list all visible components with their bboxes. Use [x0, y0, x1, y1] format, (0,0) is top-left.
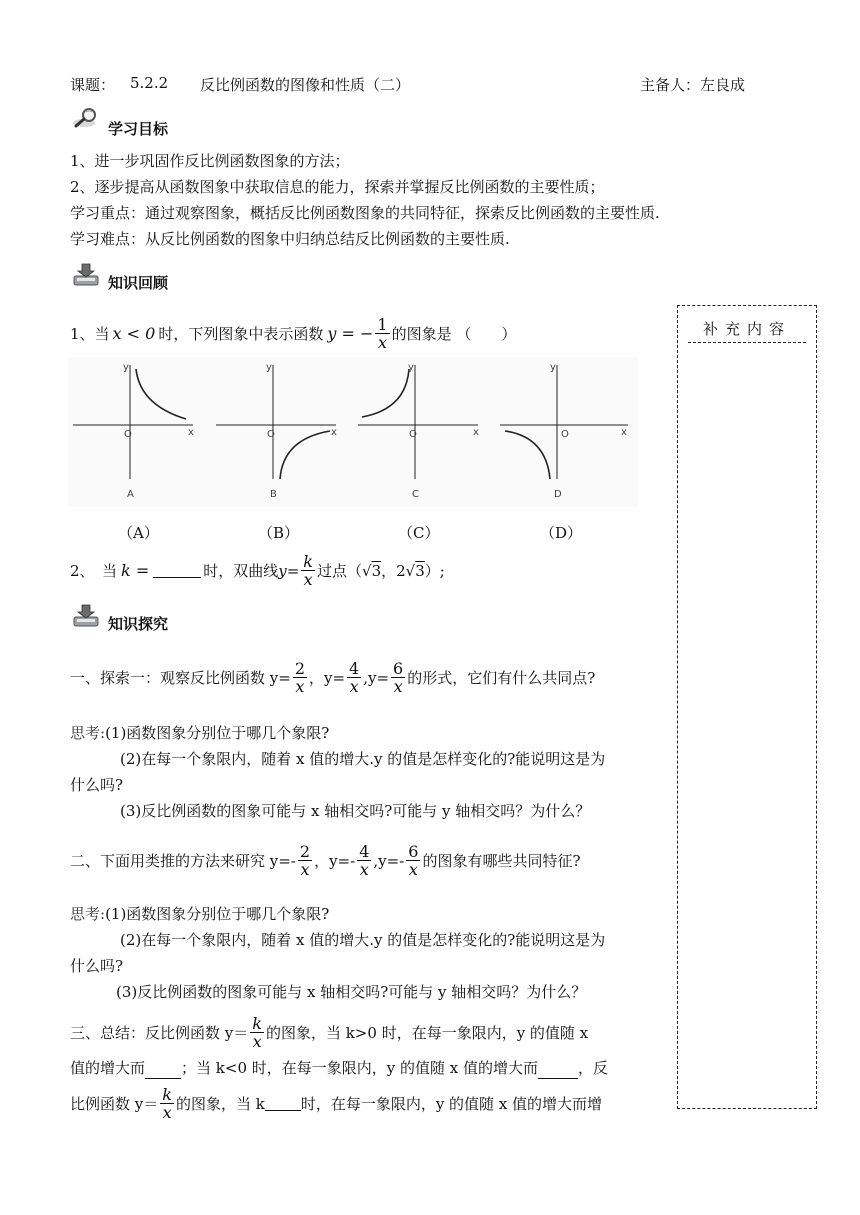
separator: ，y=-	[314, 851, 356, 870]
think-2	[70, 903, 329, 925]
explore-title: 知识探究	[108, 615, 169, 633]
separator: ,y=	[363, 668, 390, 687]
q2-suffix-b: ）;	[424, 561, 445, 580]
author: 主备人：左良成	[640, 76, 746, 94]
answer-blank[interactable]	[153, 563, 201, 578]
goal-item: 2、逐步提高从函数图象中获取信息的能力，探索并掌握反比例函数的主要性质；	[70, 178, 605, 196]
graph-letter: A	[127, 489, 134, 500]
graph-letter: D	[554, 489, 562, 500]
x-axis-label: x	[621, 427, 627, 438]
denominator: x	[359, 860, 369, 879]
y-axis-label: y	[123, 362, 129, 373]
supplement-box[interactable]	[677, 305, 817, 1109]
think-q1: (1)函数图象分别位于哪几个象限?	[105, 905, 330, 923]
s3-d2: 的图象，当 k	[175, 1094, 265, 1113]
goals-title: 学习目标	[108, 120, 169, 138]
question-2	[70, 553, 445, 588]
q1-mid: 时，下列图象中表示函数	[158, 324, 324, 343]
think-q2-line2: 什么吗?	[70, 776, 124, 794]
q2-comma: ，2	[381, 561, 406, 580]
y-axis-label: y	[408, 362, 414, 373]
think-q2-line2: 什么吗?	[70, 957, 124, 975]
numerator: k	[162, 1085, 172, 1104]
topic-title: 反比例函数的图像和性质（二）	[200, 76, 411, 94]
divider	[688, 342, 806, 343]
answer-blank[interactable]	[538, 1064, 578, 1079]
think-q2-line1: (2)在每一个象限内，随着 x 值的增大.y 的值是怎样变化的?能说明这是为	[120, 931, 606, 949]
q1-condition: x < 0	[112, 323, 156, 343]
numerator: 6	[408, 842, 419, 861]
graph-options	[68, 357, 638, 507]
s3-d3: 时，在每一象限内，y 的值随 x 值的增大而增	[300, 1094, 603, 1113]
denominator: x	[295, 677, 305, 696]
fraction	[391, 660, 405, 695]
review-title: 知识回顾	[108, 274, 169, 292]
think-label: 思考:	[70, 724, 106, 742]
numerator: 1	[377, 315, 388, 334]
explore-step-1	[70, 660, 595, 695]
separator: ，y=	[309, 668, 346, 687]
s2-suffix: 的图象有哪些共同特征?	[422, 851, 581, 870]
denominator: x	[349, 677, 359, 696]
s3-a: 三、总结：反比例函数 y＝	[70, 1023, 249, 1042]
origin-label: O	[267, 429, 275, 440]
explore-step-2	[70, 843, 581, 878]
x-axis-label: x	[188, 427, 194, 438]
download-tray-icon	[72, 603, 100, 633]
q1-func-lhs: y = −	[327, 323, 374, 343]
denominator: x	[252, 1032, 262, 1051]
y-axis-label: y	[550, 362, 556, 373]
q1-suffix: 的图象是 （ ）	[391, 324, 517, 343]
s3-c3: ，反	[578, 1059, 609, 1077]
q2-mid: 时，双曲线	[203, 561, 279, 580]
think-q3: (3)反比例函数的图象可能与 x 轴相交吗?可能与 y 轴相交吗？为什么？	[116, 983, 587, 1001]
numerator: 4	[349, 659, 360, 678]
key-point: 学习重点：通过观察图象，概括反比例函数图象的共同特征，探索反比例函数的主要性质.	[70, 204, 660, 222]
think-q1: (1)函数图象分别位于哪几个象限?	[105, 724, 330, 742]
y-axis-label: y	[266, 362, 272, 373]
separator: ,y=-	[373, 851, 405, 870]
denominator: x	[408, 860, 418, 879]
q1-prefix: 1、当	[70, 324, 110, 343]
x-axis-label: x	[331, 427, 337, 438]
fraction	[293, 660, 307, 695]
fraction	[298, 843, 312, 878]
option-c[interactable]: （C）	[398, 524, 440, 542]
question-1	[70, 316, 516, 351]
think-1	[70, 722, 329, 744]
numerator: 4	[359, 842, 370, 861]
fraction	[347, 660, 361, 695]
option-b[interactable]: （B）	[258, 524, 300, 542]
s3-d1: 比例函数 y＝	[70, 1094, 159, 1113]
answer-blank[interactable]	[265, 1096, 301, 1111]
numerator: k	[303, 552, 313, 571]
s3-c1: 值的增大而	[70, 1059, 146, 1077]
fraction	[406, 843, 420, 878]
goal-item: 1、进一步巩固作反比例函数图象的方法；	[70, 152, 350, 170]
fraction	[250, 1015, 264, 1050]
magnifier-icon	[72, 106, 102, 138]
graph-letter: B	[270, 489, 277, 500]
numerator: 6	[393, 659, 404, 678]
q2-suffix-a: 过点（	[317, 561, 363, 580]
q2-k: k =	[121, 560, 150, 580]
denominator: x	[393, 677, 403, 696]
summary-line-3	[70, 1086, 602, 1121]
think-label: 思考:	[70, 905, 106, 923]
answer-blank[interactable]	[145, 1064, 181, 1079]
origin-label: O	[561, 429, 569, 440]
fraction	[357, 843, 371, 878]
q2-y: y=	[278, 561, 300, 580]
sqrt-sign: √	[362, 561, 372, 580]
summary-line-2	[70, 1057, 608, 1079]
sqrt-sign: √	[405, 561, 416, 580]
sqrt-value: 3	[415, 561, 425, 580]
numerator: 2	[299, 842, 311, 861]
fraction	[160, 1086, 174, 1121]
denominator: x	[300, 860, 310, 879]
difficulty: 学习难点：从反比例函数的图象中归纳总结反比例函数的主要性质.	[70, 230, 510, 248]
think-q2-line1: (2)在每一个象限内，随着 x 值的增大.y 的值是怎样变化的?能说明这是为	[120, 750, 606, 768]
q2-fraction	[301, 553, 315, 588]
x-axis-label: x	[473, 427, 479, 438]
s1-suffix: 的形式，它们有什么共同点?	[407, 668, 596, 687]
sqrt-value: 3	[371, 561, 382, 580]
s2-prefix: 二、下面用类推的方法来研究 y=-	[70, 851, 296, 870]
origin-label: O	[409, 429, 417, 440]
s1-prefix: 一、探索一：观察反比例函数 y=	[70, 668, 291, 687]
denominator: x	[377, 333, 387, 352]
s3-b: 的图象，当 k>0 时，在每一象限内，y 的值随 x	[265, 1023, 589, 1042]
origin-label: O	[124, 429, 132, 440]
graph-letter: C	[412, 489, 419, 500]
download-tray-icon	[72, 262, 100, 292]
numerator: 2	[294, 659, 305, 678]
option-d[interactable]: （D）	[540, 524, 583, 542]
topic-label: 课题：	[70, 76, 116, 94]
denominator: x	[162, 1103, 172, 1122]
option-a[interactable]: （A）	[118, 524, 159, 542]
q1-fraction	[375, 316, 389, 351]
s3-c2: ；当 k<0 时，在每一象限内，y 的值随 x 值的增大而	[181, 1059, 538, 1077]
numerator: k	[252, 1014, 262, 1033]
denominator: x	[303, 570, 313, 589]
summary-line-1	[70, 1015, 588, 1050]
topic-code: 5.2.2	[130, 74, 169, 92]
think-q3: (3)反比例函数的图象可能与 x 轴相交吗?可能与 y 轴相交吗？为什么？	[120, 802, 591, 820]
supplement-title: 补充内容	[702, 320, 791, 338]
q2-prefix: 2、 当	[70, 561, 118, 580]
